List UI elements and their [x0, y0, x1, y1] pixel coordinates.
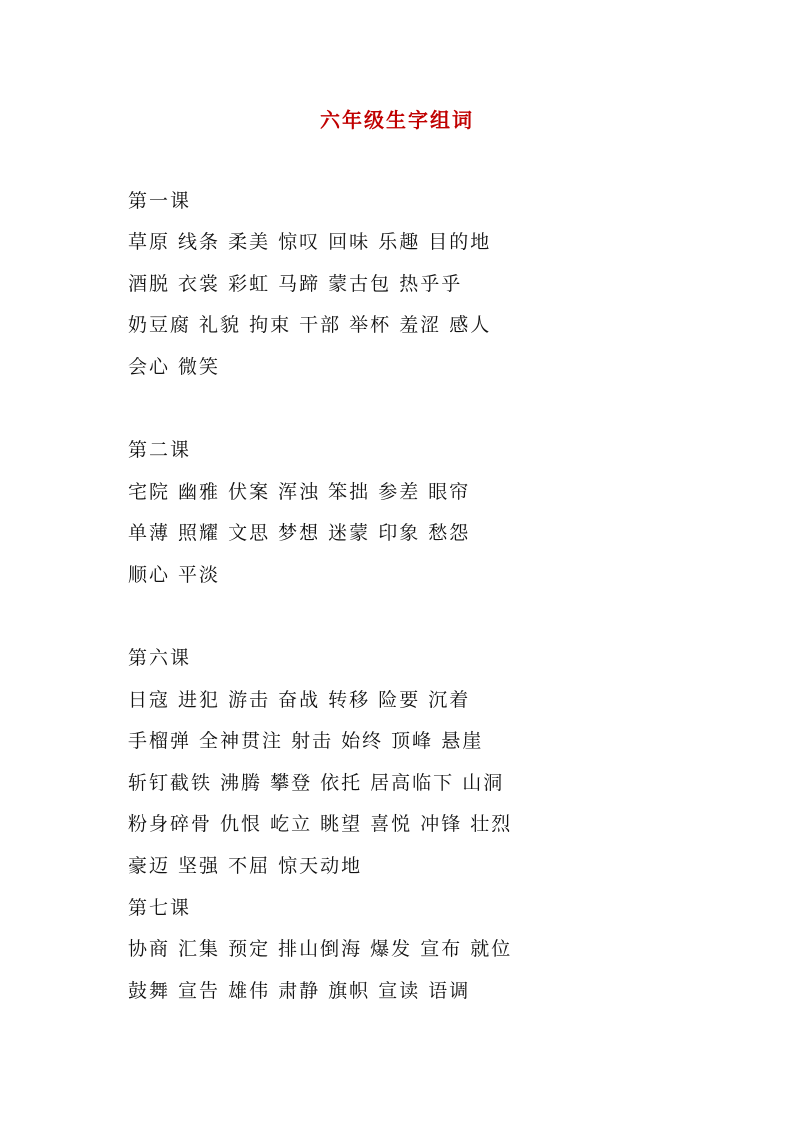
lesson-2-line-2: 单薄 照耀 文思 梦想 迷蒙 印象 愁怨 [128, 522, 471, 544]
lesson-7-line-2: 鼓舞 宣告 雄伟 肃静 旗帜 宣读 语调 [128, 980, 471, 1002]
lesson-1-line-4: 会心 微笑 [128, 356, 221, 378]
lesson-6-line-1: 日寇 进犯 游击 奋战 转移 险要 沉着 [128, 689, 471, 711]
lesson-1-line-1: 草原 线条 柔美 惊叹 回味 乐趣 目的地 [128, 231, 492, 253]
lesson-2-heading: 第二课 [128, 439, 192, 461]
lesson-6-line-2: 手榴弹 全神贯注 射击 始终 顶峰 悬崖 [128, 730, 484, 752]
lesson-1-heading: 第一课 [128, 190, 192, 212]
lesson-7-line-1: 协商 汇集 预定 排山倒海 爆发 宣布 就位 [128, 938, 513, 960]
lesson-7-heading: 第七课 [128, 897, 192, 919]
lesson-2-line-3: 顺心 平淡 [128, 564, 221, 586]
page-title: 六年级生字组词 [320, 108, 474, 132]
lesson-6-line-3: 斩钉截铁 沸腾 攀登 依托 居高临下 山洞 [128, 772, 505, 794]
lesson-2-line-1: 宅院 幽雅 伏案 浑浊 笨拙 参差 眼帘 [128, 481, 471, 503]
lesson-6-line-4: 粉身碎骨 仇恨 屹立 眺望 喜悦 冲锋 壮烈 [128, 813, 513, 835]
lesson-6-line-5: 豪迈 坚强 不屈 惊天动地 [128, 855, 363, 877]
lesson-1-line-3: 奶豆腐 礼貌 拘束 干部 举杯 羞涩 感人 [128, 314, 492, 336]
lesson-6-heading: 第六课 [128, 647, 192, 669]
lesson-1-line-2: 酒脱 衣裳 彩虹 马蹄 蒙古包 热乎乎 [128, 273, 463, 295]
